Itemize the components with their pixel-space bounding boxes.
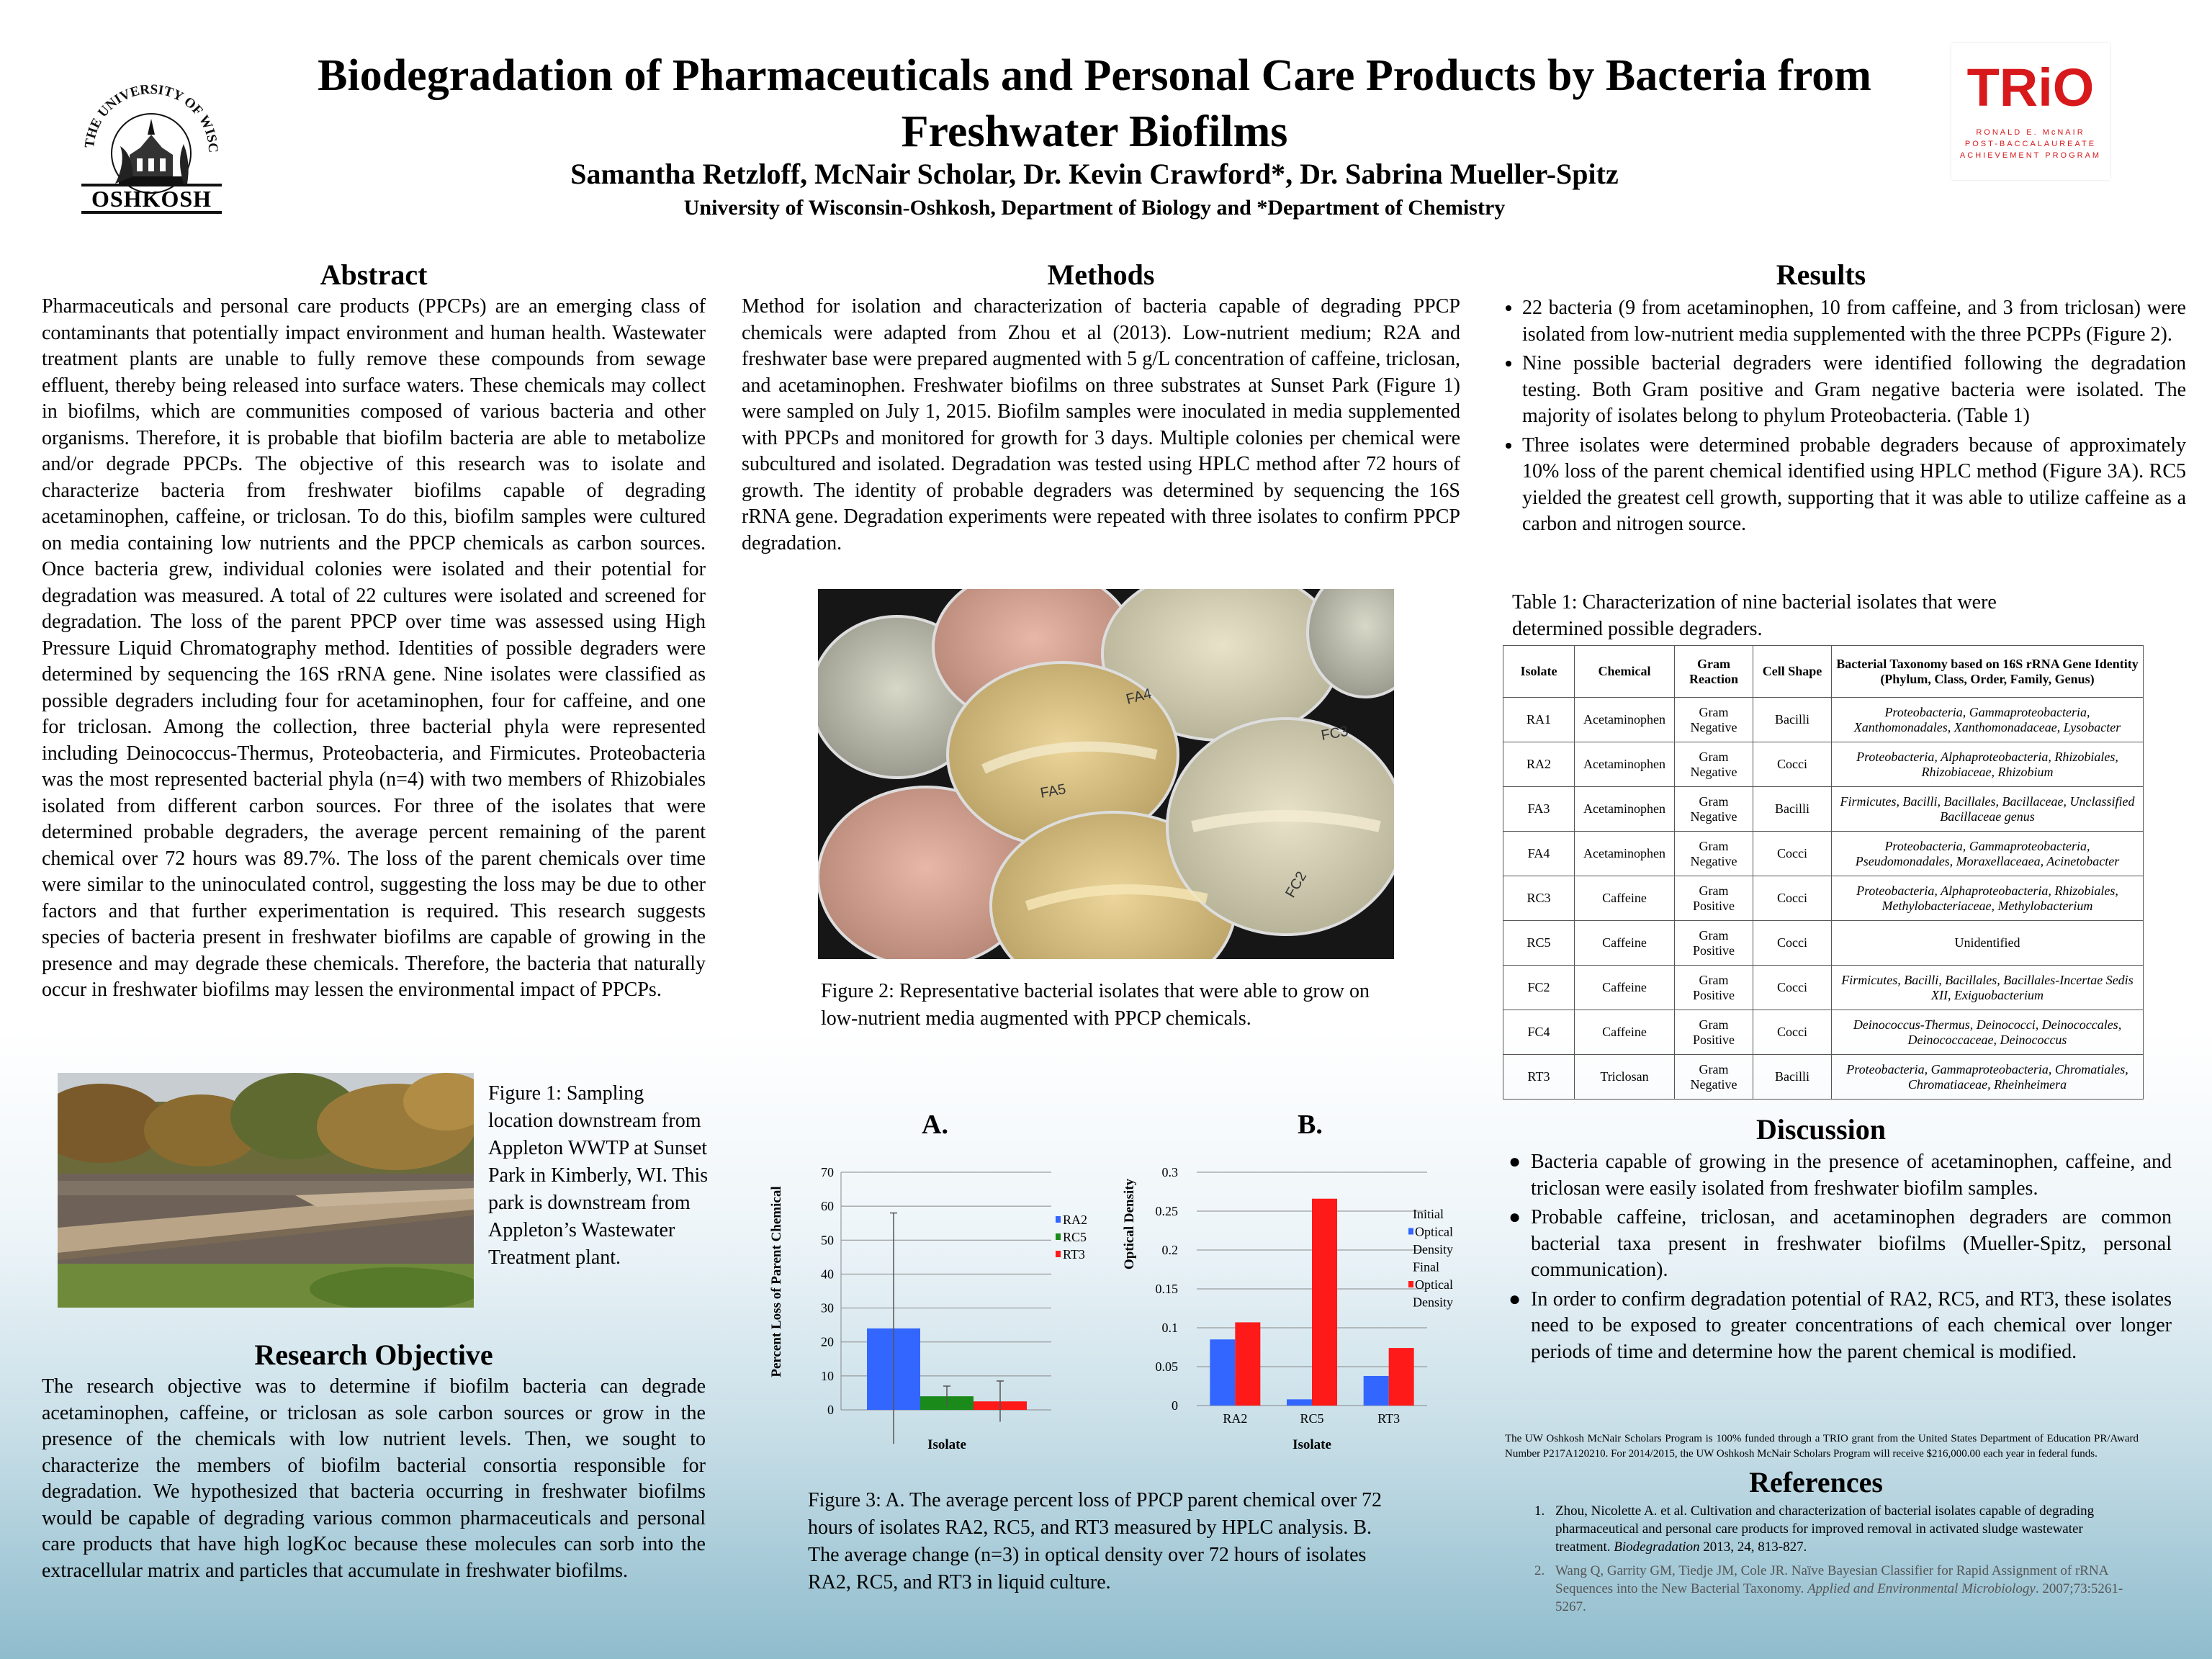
objective-heading: Research Objective bbox=[254, 1339, 493, 1371]
shape-cell: Cocci bbox=[1753, 742, 1832, 787]
results-bullet: • Nine possible bacterial degraders were identified following the degradation testing. Both Gram positive and Gram negative bacteria were isolated. The majority of isolates belong to phylum Proteobacteria. (Table 1) bbox=[1522, 351, 2186, 430]
bar-ra2-final bbox=[1235, 1322, 1260, 1406]
chemical-cell: Acetaminophen bbox=[1575, 832, 1675, 876]
y-tick-label: 70 bbox=[821, 1165, 834, 1179]
legend-label: Density bbox=[1413, 1295, 1453, 1310]
legend-swatch bbox=[1056, 1233, 1061, 1240]
discussion-bullet: ● In order to confirm degradation potential of RA2, RC5, and RT3, these isolates need to be exposed to greater concentrations of each chemical over longer periods of time and determine how the parent chemical is modified. bbox=[1531, 1287, 2172, 1366]
table-row bbox=[1503, 876, 2144, 921]
legend-swatch bbox=[1056, 1216, 1061, 1223]
y-tick-label: 0.15 bbox=[1155, 1282, 1178, 1296]
funding-acknowledgement: The UW Oshkosh McNair Scholars Program is 100% funded through a TRIO grant from the United States Department of Education PR/Award Number P217A120210. For 2014/2015, the UW Oshkosh McNair Scholars Program will receive $216,000.00 each year in federal funds. bbox=[1505, 1433, 2139, 1460]
abstract-text: Pharmaceuticals and personal care products (PPCPs) are an emerging class of contaminants that potentially impact environment and human health. Wastewater treatment plants are unable to fully remove these compounds from sewage effluent, thereby being released into surface waters. These chemicals may collect in biofilms, which are communities composed of various bacteria and other organisms. Therefore, it is probable that biofilm bacteria are able to metabolize and/or degrade PPCPs. The objective of this research was to isolate and characterize bacteria from freshwater biofilms capable of degrading acetaminophen, caffeine, or triclosan. To do this, biofilm samples were cultured on media containing low nutrients and the PPCP chemicals as carbon sources. Once bacteria grew, individual colonies were isolated and their potential for degradation was measured. A total of 22 cultures were isolated and screened for degradation. The loss of the parent PPCP over time was assessed using High Pressure Liquid Chromatography method. Identities of possible degraders were determined by sequencing the 16S rRNA gene. Nine isolates were classified as possible degraders including four for acetaminophen, four for caffeine, and one for triclosan. Among the collection, three bacterial phyla were represented including Deinococcus-Thermus, Proteobacteria, and Firmicutes. Proteobacteria was the most represented bacterial phyla (n=4) with two members of Rhizobiales isolated from different carbon sources. For three of the isolates that were determined probable degraders, the average percent remaining of the parent chemical over 72 hours was 89.7%. The loss of the parent chemicals over time were similar to the uninoculated control, suggesting the loss may be due to other factors and that further experimentation is required. This research suggests species of bacteria present in freshwater biofilms are capable of growing in the presence and may degrade these chemicals. Therefore, the bacteria that naturally occur in freshwater biofilms may lessen the environmental impact of PPCPs. bbox=[42, 295, 706, 1001]
uwo-logo bbox=[76, 68, 227, 212]
methods-heading: Methods bbox=[1047, 258, 1155, 291]
chemical-cell: Caffeine bbox=[1575, 966, 1675, 1010]
table-row bbox=[1503, 787, 2144, 832]
taxonomy-cell: Firmicutes, Bacilli, Bacillales, Bacillales-Incertae Sedis XII, Exiguobacterium bbox=[1832, 966, 2144, 1010]
chart-b bbox=[1116, 1152, 1476, 1469]
shape-cell: Bacilli bbox=[1753, 698, 1832, 742]
taxonomy-cell: Proteobacteria, Gammaproteobacteria, Pseudomonadales, Moraxellaceaea, Acinetobacter bbox=[1832, 832, 2144, 876]
chart-a-x-axis-label: Isolate bbox=[927, 1437, 966, 1452]
y-tick-label: 0.3 bbox=[1161, 1165, 1178, 1179]
chemical-cell: Triclosan bbox=[1575, 1055, 1675, 1100]
figure1-caption: Figure 1: Sampling location downstream from Appleton WWTP at Sunset Park in Kimberly, WI. This park is downstream from Appleton’s Wastewater Treatment plant. bbox=[488, 1082, 709, 1269]
poster-title bbox=[245, 48, 1944, 160]
trio-line-3: ACHIEVEMENT PROGRAM bbox=[1959, 151, 2102, 160]
discussion-bullet: ● Probable caffeine, triclosan, and acetaminophen degraders are common bacterial taxa present in freshwater biofilms (Mueller-Spitz, personal communication). bbox=[1531, 1205, 2172, 1284]
y-tick-label: 60 bbox=[821, 1199, 834, 1214]
chart-a-y-axis-label: Percent Loss of Parent Chemical bbox=[769, 1186, 784, 1377]
legend-label: Density bbox=[1413, 1242, 1453, 1256]
legend-label: Optical bbox=[1415, 1277, 1453, 1292]
gram-cell: Gram Negative bbox=[1675, 698, 1753, 742]
table-row bbox=[1503, 698, 2144, 742]
abstract-heading: Abstract bbox=[320, 258, 428, 291]
table-header-row bbox=[1503, 646, 2144, 698]
discussion-bullet: ● Bacteria capable of growing in the presence of acetaminophen, caffeine, and triclosan were easily isolated from freshwater biofilm samples. bbox=[1531, 1149, 2172, 1202]
chemical-cell: Acetaminophen bbox=[1575, 787, 1675, 832]
y-tick-label: 0.1 bbox=[1161, 1321, 1178, 1335]
plate-label: FC2 bbox=[1282, 868, 1310, 901]
legend-swatch bbox=[1408, 1228, 1413, 1235]
table-row bbox=[1503, 832, 2144, 876]
gram-cell: Gram Positive bbox=[1675, 876, 1753, 921]
table-row bbox=[1503, 1010, 2144, 1055]
discussion-list bbox=[1498, 1149, 2172, 1368]
col-header-gram: Gram Reaction bbox=[1675, 646, 1753, 698]
methods-text: Method for isolation and characterization of bacteria capable of degrading PPCP chemicals were adapted from Zhou et al (2013). Low-nutrient medium; R2A and freshwater base were prepared augmented with 5 g/L concentration of caffeine, triclosan, and acetaminophen. Freshwater biofilms on three substrates at Sunset Park (Figure 1) were sampled on July 1, 2015. Biofilm samples were inoculated in media supplemented with PPCPs and monitored for growth for 3 days. Multiple colonies per chemical were subcultured and isolated. Degradation was tested using HPLC method after 72 hours of growth. The identity of probable degraders was determined by sequencing the 16S rRNA gene. Degradation experiments were repeated with three isolates to confirm PPCP degradation. bbox=[742, 295, 1460, 554]
affiliation: University of Wisconsin-Oshkosh, Department of Biology and *Department of Chemistry bbox=[683, 196, 1506, 220]
y-tick-label: 0 bbox=[827, 1403, 834, 1417]
chemical-cell: Caffeine bbox=[1575, 921, 1675, 966]
isolate-cell: RA2 bbox=[1503, 742, 1575, 787]
chemical-cell: Caffeine bbox=[1575, 1010, 1675, 1055]
isolate-cell: RC5 bbox=[1503, 921, 1575, 966]
chemical-cell: Caffeine bbox=[1575, 876, 1675, 921]
bar-rc5-final bbox=[1312, 1199, 1337, 1406]
legend-swatch bbox=[1056, 1251, 1061, 1257]
trio-line-1: RONALD E. McNAIR bbox=[1976, 128, 2085, 137]
col-header-taxonomy: Bacterial Taxonomy based on 16S rRNA Gene Identity (Phylum, Class, Order, Family, Genus) bbox=[1832, 646, 2144, 698]
oshkosh-wordmark: OSHKOSH bbox=[81, 184, 222, 214]
legend-label: Initial bbox=[1413, 1207, 1444, 1221]
trio-line-2: POST-BACCALAUREATE bbox=[1964, 140, 2097, 148]
panel-a-label: A. bbox=[922, 1110, 948, 1140]
isolate-cell: FA4 bbox=[1503, 832, 1575, 876]
y-tick-label: 10 bbox=[821, 1368, 834, 1383]
legend-label: Optical bbox=[1415, 1224, 1453, 1239]
taxonomy-cell: Proteobacteria, Alphaproteobacteria, Rhizobiales, Methylobacteriaceae, Methylobacterium bbox=[1832, 876, 2144, 921]
results-bullet: • Three isolates were determined probable degraders because of approximately 10% loss of the parent chemical identified using HPLC method (Figure 3A). RC5 yielded the greatest cell growth, supporting that it was able to utilize caffeine as a carbon and nitrogen source. bbox=[1522, 433, 2186, 538]
isolate-cell: FC2 bbox=[1503, 966, 1575, 1010]
shape-cell: Cocci bbox=[1753, 1010, 1832, 1055]
table-row bbox=[1503, 921, 2144, 966]
y-tick-label: 0.25 bbox=[1155, 1204, 1178, 1218]
taxonomy-cell: Proteobacteria, Gammaproteobacteria, Xanthomonadales, Xanthomonadaceae, Lysobacter bbox=[1832, 698, 2144, 742]
isolate-cell: RT3 bbox=[1503, 1055, 1575, 1100]
chart-b-y-axis-label: Optical Density bbox=[1122, 1178, 1137, 1270]
gram-cell: Gram Positive bbox=[1675, 966, 1753, 1010]
isolate-cell: FC4 bbox=[1503, 1010, 1575, 1055]
chart-b-x-axis-label: Isolate bbox=[1292, 1437, 1331, 1452]
references-list bbox=[1505, 1502, 2124, 1622]
plate-label: FA5 bbox=[1039, 781, 1067, 801]
gram-cell: Gram Negative bbox=[1675, 1055, 1753, 1100]
isolate-cell: RA1 bbox=[1503, 698, 1575, 742]
table-row bbox=[1503, 742, 2144, 787]
y-tick-label: 0.2 bbox=[1161, 1243, 1178, 1257]
taxonomy-table bbox=[1503, 645, 2144, 1100]
taxonomy-cell: Deinococcus-Thermus, Deinococci, Deinococcales, Deinococcaceae, Deinococcus bbox=[1832, 1010, 2144, 1055]
chemical-cell: Acetaminophen bbox=[1575, 742, 1675, 787]
gram-cell: Gram Negative bbox=[1675, 832, 1753, 876]
gram-cell: Gram Negative bbox=[1675, 742, 1753, 787]
taxonomy-cell: Unidentified bbox=[1832, 921, 2144, 966]
x-tick-label: RA2 bbox=[1223, 1411, 1248, 1426]
shape-cell: Bacilli bbox=[1753, 1055, 1832, 1100]
authors: Samantha Retzloff, McNair Scholar, Dr. Kevin Crawford*, Dr. Sabrina Mueller-Spitz bbox=[570, 158, 1619, 190]
svg-text:THE UNIVERSITY OF WISCONSIN: THE UNIVERSITY OF WISC bbox=[81, 81, 221, 153]
figure1-photo bbox=[58, 1073, 474, 1308]
y-tick-label: 0.05 bbox=[1155, 1359, 1178, 1374]
isolate-cell: FA3 bbox=[1503, 787, 1575, 832]
bar-rc5-initial bbox=[1287, 1399, 1312, 1406]
bar-rt3-final bbox=[1389, 1348, 1414, 1406]
y-tick-label: 30 bbox=[821, 1300, 834, 1316]
chemical-cell: Acetaminophen bbox=[1575, 698, 1675, 742]
legend-label: Final bbox=[1413, 1259, 1440, 1274]
table1-caption: Table 1: Characterization of nine bacterial isolates that were determined possible degraders. bbox=[1512, 591, 1997, 640]
y-tick-label: 50 bbox=[821, 1233, 834, 1248]
reference-item: 2. Wang Q, Garrity GM, Tiedje JM, Cole JR. Naïve Bayesian Classifier for Rapid Assignment of rRNA Sequences into the New Bacterial Taxonomy. Applied and Environmental Microbiology. 2007;73:5261-5267. bbox=[1548, 1562, 2124, 1616]
chart-a bbox=[763, 1152, 1094, 1469]
results-list bbox=[1489, 295, 2186, 541]
results-heading: Results bbox=[1776, 258, 1866, 291]
col-header-isolate: Isolate bbox=[1503, 646, 1575, 698]
x-tick-label: RC5 bbox=[1300, 1411, 1324, 1426]
shape-cell: Cocci bbox=[1753, 921, 1832, 966]
figure3-caption: Figure 3: A. The average percent loss of PPCP parent chemical over 72 hours of isolates RA2, RC5, and RT3 measured by HPLC analysis. B. The average change (n=3) in optical density over 72 hours of isolates RA2, RC5, and RT3 in liquid culture. bbox=[808, 1489, 1382, 1593]
plate-label: FC3 bbox=[1320, 723, 1350, 744]
reference-item: 1. Zhou, Nicolette A. et al. Cultivation and characterization of bacterial isolates capable of degrading pharmaceutical and personal care products for improved removal in activated sludge wastewater treatment. Biodegradation 2013, 24, 813-827. bbox=[1548, 1502, 2124, 1556]
title-line-2: Freshwater Biofilms bbox=[901, 107, 1288, 156]
shape-cell: Cocci bbox=[1753, 966, 1832, 1010]
figure2-caption: Figure 2: Representative bacterial isolates that were able to grow on low-nutrient media augmented with PPCP chemicals. bbox=[821, 980, 1370, 1030]
gram-cell: Gram Positive bbox=[1675, 1010, 1753, 1055]
legend-label: RC5 bbox=[1063, 1230, 1087, 1244]
y-tick-label: 20 bbox=[821, 1334, 834, 1349]
isolate-cell: RC3 bbox=[1503, 876, 1575, 921]
table-row bbox=[1503, 1055, 2144, 1100]
legend-label: RA2 bbox=[1063, 1213, 1088, 1227]
x-tick-label: RT3 bbox=[1377, 1411, 1401, 1426]
table-row bbox=[1503, 966, 2144, 1010]
gram-cell: Gram Negative bbox=[1675, 787, 1753, 832]
col-header-shape: Cell Shape bbox=[1753, 646, 1832, 698]
col-header-chemical: Chemical bbox=[1575, 646, 1675, 698]
figure2-photo bbox=[818, 589, 1394, 959]
gram-cell: Gram Positive bbox=[1675, 921, 1753, 966]
taxonomy-cell: Proteobacteria, Gammaproteobacteria, Chromatiales, Chromatiaceae, Rheinheimera bbox=[1832, 1055, 2144, 1100]
taxonomy-cell: Proteobacteria, Alphaproteobacteria, Rhizobiales, Rhizobiaceae, Rhizobium bbox=[1832, 742, 2144, 787]
shape-cell: Cocci bbox=[1753, 876, 1832, 921]
y-tick-label: 0 bbox=[1172, 1398, 1178, 1413]
shape-cell: Cocci bbox=[1753, 832, 1832, 876]
panel-b-label: B. bbox=[1298, 1110, 1323, 1140]
bar-ra2-initial bbox=[1210, 1339, 1235, 1406]
title-line-1: Biodegradation of Pharmaceuticals and Personal Care Products by Bacteria from bbox=[318, 51, 1871, 100]
bar-rt3-initial bbox=[1364, 1376, 1389, 1406]
trio-logo bbox=[1951, 43, 2110, 180]
legend-swatch bbox=[1408, 1281, 1413, 1287]
y-tick-label: 40 bbox=[821, 1267, 834, 1282]
objective-text: The research objective was to determine if biofilm bacteria can degrade acetaminophen, caffeine, or triclosan as sole carbon sources or grow in the presence of the chemicals with low nutrient levels. Then, we sought to characterize the members of biofilm bacterial consortia responsible for degradation. We hypothesized that bacteria occurring in freshwater biofilms would be capable of degrading various common pharmaceuticals and personal care products that have high logKoc because these molecules can sorb into the extracellular matrix and particles that accumulate in freshwater biofilms. bbox=[42, 1375, 706, 1582]
plate-label: FA4 bbox=[1124, 685, 1154, 708]
legend-label: RT3 bbox=[1063, 1247, 1085, 1262]
results-bullet: • 22 bacteria (9 from acetaminophen, 10 from caffeine, and 3 from triclosan) were isolated from low-nutrient media supplemented with the three PCPPs (Figure 2). bbox=[1522, 295, 2186, 348]
discussion-heading: Discussion bbox=[1755, 1113, 1887, 1146]
trio-wordmark: TRiO bbox=[1966, 58, 2095, 117]
taxonomy-cell: Firmicutes, Bacilli, Bacillales, Bacillaceae, Unclassified Bacillaceae genus bbox=[1832, 787, 2144, 832]
references-heading: References bbox=[1749, 1466, 1883, 1498]
shape-cell: Bacilli bbox=[1753, 787, 1832, 832]
